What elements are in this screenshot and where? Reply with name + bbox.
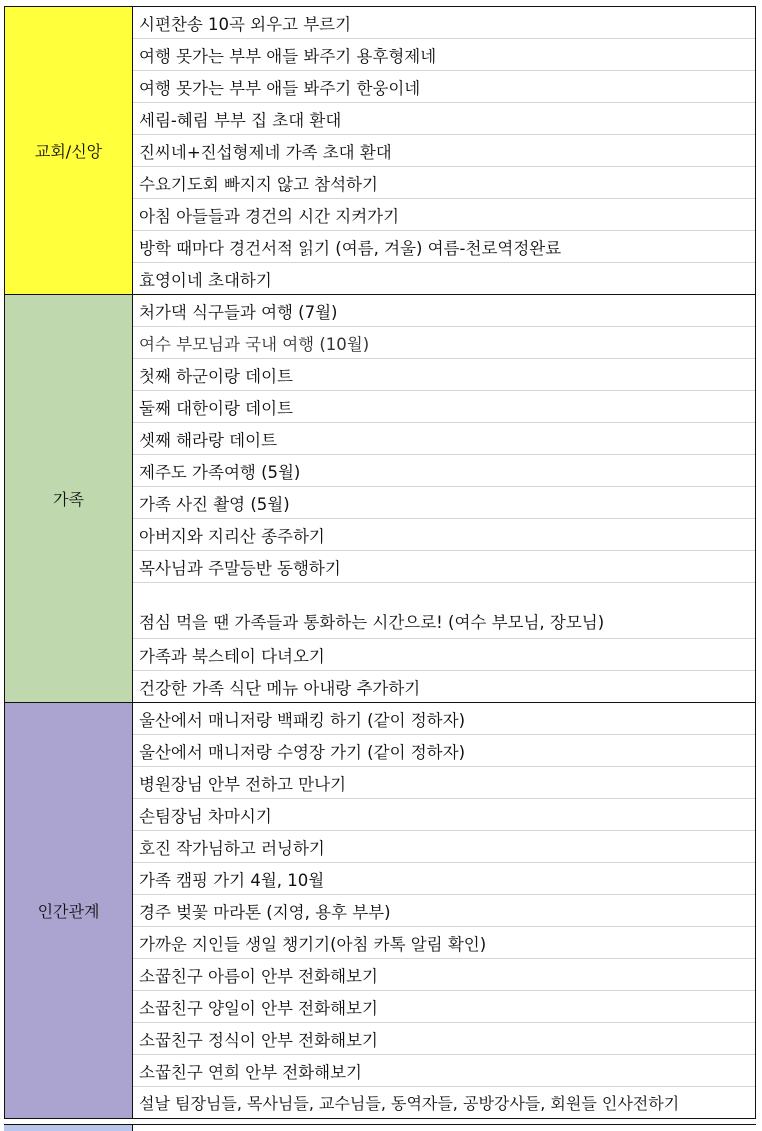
item-cell[interactable]: 설날 팀장님들, 목사님들, 교수님들, 동역자들, 공방강사들, 회원들 인사전하기 <box>139 1094 680 1113</box>
item-cell[interactable]: 수요기도회 빠지지 않고 참석하기 <box>133 167 755 199</box>
item-cell[interactable]: 울산에서 매니저랑 백패킹 하기 (같이 정하자) <box>133 703 755 735</box>
item-cell[interactable]: 세림-혜림 부부 집 초대 환대 <box>133 103 755 135</box>
item-cell[interactable]: 제주도 가족여행 (5월) <box>133 455 755 487</box>
item-cell[interactable]: 소꿉친구 양일이 안부 전화해보기 <box>133 991 755 1023</box>
category-cell[interactable]: 교회/신앙 <box>5 7 133 294</box>
item-cell[interactable]: 가족 사진 촬영 (5월) <box>133 487 755 519</box>
item-cell[interactable]: 셋째 해라랑 데이트 <box>133 423 755 455</box>
next-category-cell[interactable] <box>4 1125 133 1131</box>
item-cell[interactable]: 울산에서 매니저랑 수영장 가기 (같이 정하자) <box>133 735 755 767</box>
item-cell[interactable]: 가까운 지인들 생일 챙기기(아침 카톡 알림 확인) <box>133 927 755 959</box>
item-cell[interactable]: 소꿉친구 정식이 안부 전화해보기 <box>133 1023 755 1055</box>
item-cell[interactable]: 처가댁 식구들과 여행 (7월) <box>133 295 755 327</box>
item-cell[interactable]: 여수 부모님과 국내 여행 (10월) <box>133 327 755 359</box>
item-cell[interactable]: 시편찬송 10곡 외우고 부르기 <box>133 7 755 39</box>
group-church <box>4 6 756 295</box>
item-cell[interactable]: 여행 못가는 부부 애들 봐주기 용후형제네 <box>133 39 755 71</box>
item-cell[interactable]: 건강한 가족 식단 메뉴 아내랑 추가하기 <box>139 678 421 698</box>
group-relations <box>4 703 756 1119</box>
item-cell[interactable]: 여행 못가는 부부 애들 봐주기 한웅이네 <box>133 71 755 103</box>
item-cell[interactable]: 손팀장님 차마시기 <box>133 799 755 831</box>
item-cell[interactable]: 진씨네+진섭형제네 가족 초대 환대 <box>133 135 755 167</box>
item-list <box>133 7 755 294</box>
item-cell[interactable]: 효영이네 초대하기 <box>139 270 272 290</box>
item-cell[interactable]: 경주 벚꽃 마라톤 (지영, 용후 부부) <box>133 895 755 927</box>
item-cell[interactable]: 병원장님 안부 전하고 만나기 <box>133 767 755 799</box>
item-cell[interactable]: 소꿉친구 아름이 안부 전화해보기 <box>133 959 755 991</box>
item-cell[interactable]: 둘째 대한이랑 데이트 <box>133 391 755 423</box>
item-cell[interactable]: 아버지와 지리산 종주하기 <box>133 519 755 551</box>
item-list <box>133 295 755 702</box>
category-cell[interactable]: 인간관계 <box>5 703 133 1118</box>
item-cell[interactable]: 아침 아들들과 경건의 시간 지켜가기 <box>133 199 755 231</box>
item-cell[interactable]: 소꿉친구 연희 안부 전화해보기 <box>133 1055 755 1087</box>
goal-spreadsheet <box>4 6 756 1119</box>
item-cell[interactable]: 첫째 하군이랑 데이트 <box>133 359 755 391</box>
item-cell[interactable]: 점심 먹을 땐 가족들과 통화하는 시간으로! (여수 부모님, 장모님) <box>133 583 755 639</box>
group-family <box>4 295 756 703</box>
category-cell[interactable]: 가족 <box>5 295 133 702</box>
item-cell[interactable]: 방학 때마다 경건서적 읽기 (여름, 겨울) 여름-천로역정완료 <box>133 231 755 263</box>
item-cell[interactable]: 호진 작가님하고 러닝하기 <box>133 831 755 863</box>
item-cell[interactable]: 가족 캠핑 가기 4월, 10월 <box>133 863 755 895</box>
item-list <box>133 703 755 1118</box>
item-cell[interactable]: 가족과 북스테이 다녀오기 <box>133 639 755 671</box>
item-cell[interactable]: 목사님과 주말등반 동행하기 <box>133 551 755 583</box>
